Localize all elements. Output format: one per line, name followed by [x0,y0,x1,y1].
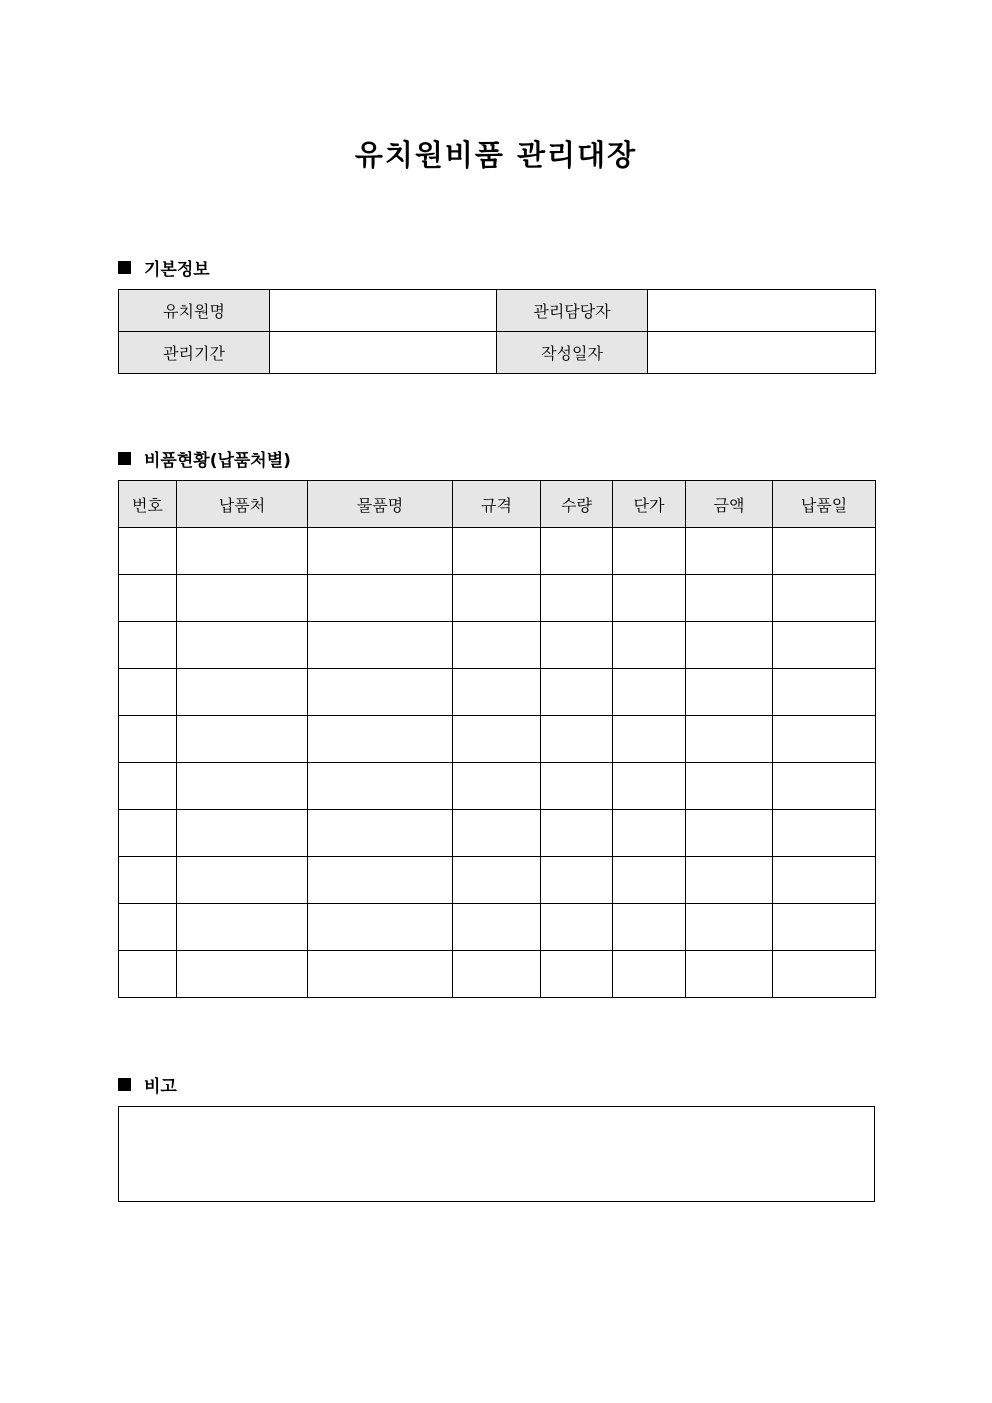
cell-delivery-date[interactable] [773,857,876,904]
cell-supplier[interactable] [177,904,308,951]
cell-amount[interactable] [686,857,773,904]
cell-spec[interactable] [453,904,541,951]
cell-supplier[interactable] [177,763,308,810]
cell-delivery-date[interactable] [773,904,876,951]
cell-supplier[interactable] [177,810,308,857]
cell-supplier[interactable] [177,622,308,669]
cell-spec[interactable] [453,528,541,575]
table-row [119,622,876,669]
table-row [119,528,876,575]
table-row [119,857,876,904]
cell-spec[interactable] [453,763,541,810]
cell-delivery-date[interactable] [773,622,876,669]
col-header-unit-price: 단가 [613,481,686,528]
cell-supplier[interactable] [177,951,308,998]
table-row [119,669,876,716]
cell-unit-price[interactable] [613,857,686,904]
col-header-spec: 규격 [453,481,541,528]
items-table [118,480,876,998]
cell-unit-price[interactable] [613,763,686,810]
cell-item-name[interactable] [308,669,453,716]
cell-supplier[interactable] [177,857,308,904]
items-heading [118,446,291,471]
manager-field[interactable] [648,290,876,332]
cell-quantity[interactable] [541,669,613,716]
col-header-supplier: 납품처 [177,481,308,528]
basic-info-heading [118,255,210,280]
cell-quantity[interactable] [541,528,613,575]
cell-amount[interactable] [686,904,773,951]
remarks-heading [118,1072,177,1097]
cell-amount[interactable] [686,669,773,716]
cell-unit-price[interactable] [613,669,686,716]
items-body [119,528,876,998]
cell-amount[interactable] [686,622,773,669]
kindergarten-name-label: 유치원명 [119,290,270,332]
manager-label: 관리담당자 [497,290,648,332]
cell-spec[interactable] [453,951,541,998]
date-written-label: 작성일자 [497,332,648,374]
cell-spec[interactable] [453,716,541,763]
remarks-heading-label: 비고 [144,1077,177,1097]
cell-item-name[interactable] [308,622,453,669]
cell-item-name[interactable] [308,810,453,857]
cell-spec[interactable] [453,622,541,669]
cell-unit-price[interactable] [613,810,686,857]
cell-number[interactable] [119,810,177,857]
cell-quantity[interactable] [541,857,613,904]
cell-quantity[interactable] [541,622,613,669]
cell-supplier[interactable] [177,669,308,716]
cell-unit-price[interactable] [613,528,686,575]
col-header-quantity: 수량 [541,481,613,528]
cell-delivery-date[interactable] [773,810,876,857]
cell-supplier[interactable] [177,716,308,763]
items-header-row [119,481,876,528]
kindergarten-name-field[interactable] [270,290,497,332]
cell-amount[interactable] [686,810,773,857]
cell-unit-price[interactable] [613,951,686,998]
col-header-item-name: 물품명 [308,481,453,528]
cell-delivery-date[interactable] [773,528,876,575]
cell-quantity[interactable] [541,951,613,998]
cell-number[interactable] [119,857,177,904]
items-heading-label: 비품현황(납품처별) [144,451,291,471]
cell-spec[interactable] [453,857,541,904]
cell-unit-price[interactable] [613,716,686,763]
col-header-number: 번호 [119,481,177,528]
table-row [119,904,876,951]
cell-spec[interactable] [453,575,541,622]
basic-info-table [118,289,876,374]
cell-item-name[interactable] [308,528,453,575]
cell-quantity[interactable] [541,716,613,763]
management-period-label: 관리기간 [119,332,270,374]
cell-supplier[interactable] [177,575,308,622]
basic-info-row [119,332,876,374]
cell-item-name[interactable] [308,904,453,951]
cell-delivery-date[interactable] [773,669,876,716]
cell-number[interactable] [119,951,177,998]
cell-spec[interactable] [453,669,541,716]
cell-amount[interactable] [686,716,773,763]
cell-quantity[interactable] [541,904,613,951]
cell-spec[interactable] [453,810,541,857]
cell-unit-price[interactable] [613,575,686,622]
table-row [119,763,876,810]
cell-number[interactable] [119,528,177,575]
table-row [119,810,876,857]
cell-item-name[interactable] [308,763,453,810]
basic-info-row [119,290,876,332]
cell-delivery-date[interactable] [773,575,876,622]
cell-number[interactable] [119,716,177,763]
cell-delivery-date[interactable] [773,716,876,763]
cell-amount[interactable] [686,951,773,998]
table-row [119,575,876,622]
cell-item-name[interactable] [308,857,453,904]
table-row [119,951,876,998]
cell-quantity[interactable] [541,575,613,622]
cell-number[interactable] [119,575,177,622]
cell-number[interactable] [119,763,177,810]
cell-item-name[interactable] [308,575,453,622]
cell-item-name[interactable] [308,716,453,763]
cell-quantity[interactable] [541,810,613,857]
cell-quantity[interactable] [541,763,613,810]
management-period-field[interactable] [270,332,497,374]
table-row [119,716,876,763]
cell-number[interactable] [119,669,177,716]
square-bullet-icon [118,1078,131,1091]
cell-unit-price[interactable] [613,904,686,951]
cell-supplier[interactable] [177,528,308,575]
cell-amount[interactable] [686,528,773,575]
col-header-delivery-date: 납품일 [773,481,876,528]
cell-number[interactable] [119,904,177,951]
cell-amount[interactable] [686,763,773,810]
remarks-field[interactable] [118,1106,875,1202]
square-bullet-icon [118,452,131,465]
cell-delivery-date[interactable] [773,763,876,810]
cell-amount[interactable] [686,575,773,622]
page-title: 유치원비품 관리대장 [354,138,638,172]
col-header-amount: 금액 [686,481,773,528]
cell-delivery-date[interactable] [773,951,876,998]
cell-item-name[interactable] [308,951,453,998]
cell-number[interactable] [119,622,177,669]
cell-unit-price[interactable] [613,622,686,669]
square-bullet-icon [118,261,131,274]
date-written-field[interactable] [648,332,876,374]
basic-info-heading-label: 기본정보 [144,260,210,280]
